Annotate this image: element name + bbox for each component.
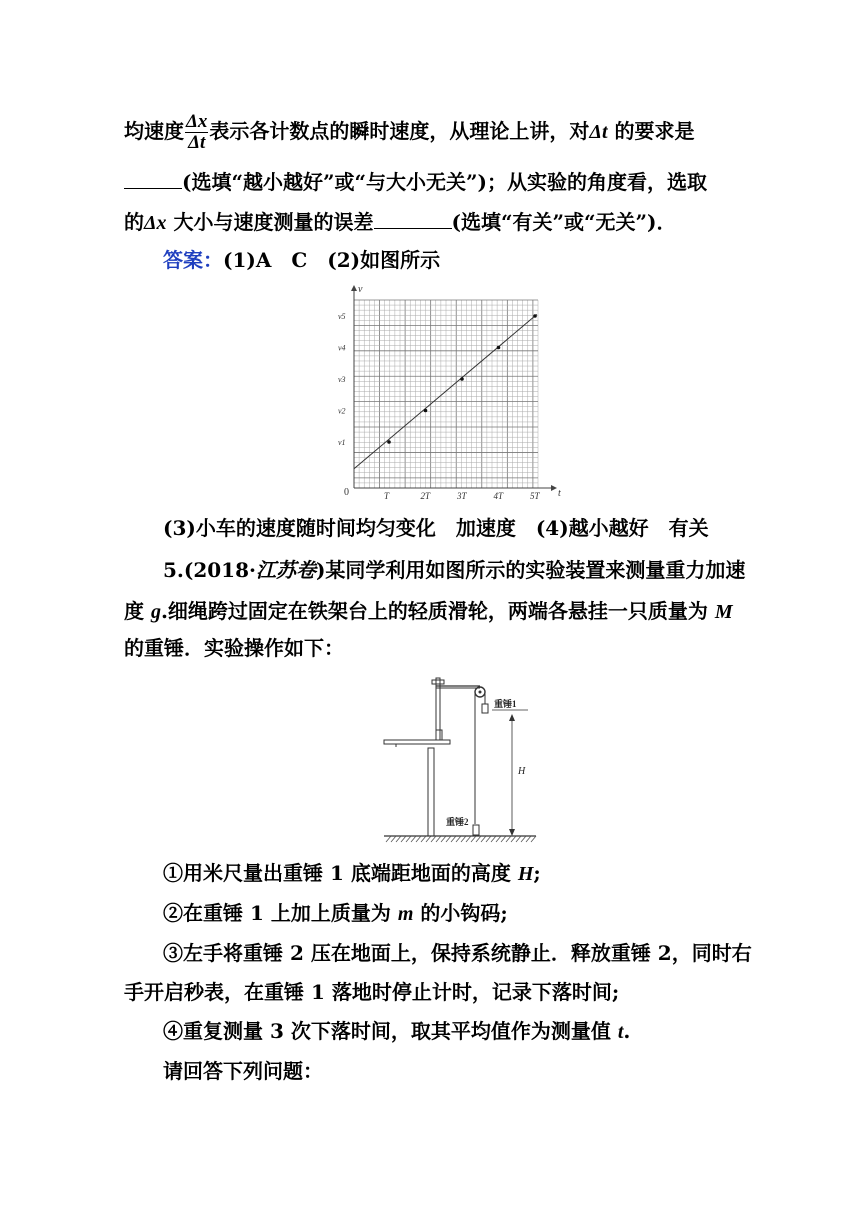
- table-top: [384, 740, 450, 744]
- q4-line1-text-a: 均速度: [124, 119, 184, 143]
- weight-2: [473, 825, 479, 835]
- q5-line1: [163, 557, 745, 583]
- q4-line3-delta-x: Δx: [144, 212, 167, 234]
- data-point: [424, 409, 428, 413]
- answer-blank-2: [374, 208, 452, 229]
- step-4-text: ④重复测量 3 次下落时间，取其平均值作为测量值: [163, 1019, 618, 1043]
- prompt-line: 请回答下列问题：: [163, 1059, 323, 1083]
- y-axis-label: v: [358, 284, 363, 295]
- symbol-g: g: [150, 601, 161, 623]
- q4-line3-text-a: 的: [124, 210, 144, 234]
- data-point: [497, 346, 501, 350]
- height-label: H: [518, 766, 526, 777]
- answer-label: 答案：: [163, 248, 223, 272]
- stand-clamp: [436, 730, 442, 740]
- symbol-t: t: [617, 1021, 624, 1043]
- q5-source: 江苏卷: [255, 558, 316, 582]
- weight-2-label: 重锤2: [446, 817, 469, 827]
- q4-line3: [124, 208, 676, 236]
- y-tick-label: v3: [338, 375, 346, 384]
- q4-line2-text: (选填“越小越好”或“与大小无关”)；从实验的角度看，选取: [182, 170, 707, 194]
- y-tick-label: v4: [338, 343, 346, 353]
- q5-line2-text-b: .细绳跨过固定在铁架台上的轻质滑轮，两端各悬挂一只质量为: [160, 599, 715, 623]
- q4-line1-text-b: 表示各计数点的瞬时速度，从理论上讲，对: [209, 119, 590, 143]
- answer-line: [163, 247, 440, 273]
- fraction-denominator: Δt: [188, 132, 206, 153]
- ground-hatch: [386, 836, 536, 842]
- chart-grid: [354, 300, 538, 488]
- y-tick-label: v1: [338, 438, 346, 447]
- fraction-numerator: Δx: [186, 111, 208, 132]
- answer-text: (1)A C (2)如图所示: [223, 248, 441, 272]
- origin-label: 0: [344, 487, 349, 498]
- velocity-time-chart: [330, 282, 566, 504]
- symbol-M: M: [714, 601, 733, 623]
- q5-line2: [124, 598, 733, 625]
- weight-1-label: 重锤1: [494, 699, 517, 709]
- q4-line3-text-d: (选填“有关”或“无关”)．: [451, 210, 677, 234]
- data-point: [387, 440, 391, 444]
- q4-line2: [124, 168, 707, 195]
- q4-line1-delta-t: Δt: [589, 121, 608, 143]
- x-tick-label: 5T: [530, 491, 540, 501]
- step-2-end: 的小钩码;: [413, 901, 508, 925]
- weight-1: [482, 704, 488, 713]
- x-tick-label: 2T: [420, 491, 431, 501]
- y-tick-label: v5: [338, 312, 346, 321]
- x-tick-label: T: [384, 491, 390, 501]
- step-3-cont: 手开启秒表，在重锤 1 落地时停止计时，记录下落时间;: [124, 980, 620, 1004]
- y-tick-label: v2: [338, 406, 346, 416]
- data-point: [533, 314, 537, 318]
- answer-blank-1: [124, 168, 182, 189]
- stand-rod: [436, 678, 440, 740]
- step-3: ③左手将重锤 2 压在地面上，保持系统静止．释放重锤 2，同时右: [163, 941, 752, 965]
- step-1: [163, 860, 541, 887]
- x-tick-label: 4T: [493, 491, 504, 501]
- q5-line1-text: )某同学利用如图所示的实验装置来测量重力加速: [315, 558, 746, 582]
- x-axis-label: t: [558, 488, 561, 499]
- step-4-end: .: [623, 1019, 631, 1043]
- x-tick-label: 3T: [457, 491, 467, 501]
- q4-line3-text-c: 大小与速度测量的误差: [166, 210, 374, 234]
- symbol-H: H: [517, 863, 534, 885]
- step-2-text: ②在重锤 1 上加上质量为: [163, 901, 398, 925]
- answer-line-2: (3)小车的速度随时间均匀变化 加速度 (4)越小越好 有关: [163, 516, 709, 540]
- apparatus-figure: [380, 670, 540, 846]
- q5-number: 5.(2018·: [163, 558, 256, 582]
- data-point: [460, 377, 464, 381]
- table-leg: [428, 748, 434, 836]
- step-2: [163, 900, 508, 927]
- step-1-text: ①用米尺量出重锤 1 底端距地面的高度: [163, 861, 518, 885]
- delta-x-over-delta-t-fraction: [185, 112, 208, 153]
- q4-line1-text-d: 的要求是: [607, 119, 695, 143]
- step-1-end: ;: [533, 861, 541, 885]
- q4-line1: [124, 112, 695, 153]
- q5-line3: 的重锤．实验操作如下：: [124, 636, 344, 660]
- step-4: [163, 1018, 630, 1045]
- q5-line2-text-a: 度: [124, 599, 151, 623]
- symbol-m: m: [397, 903, 414, 925]
